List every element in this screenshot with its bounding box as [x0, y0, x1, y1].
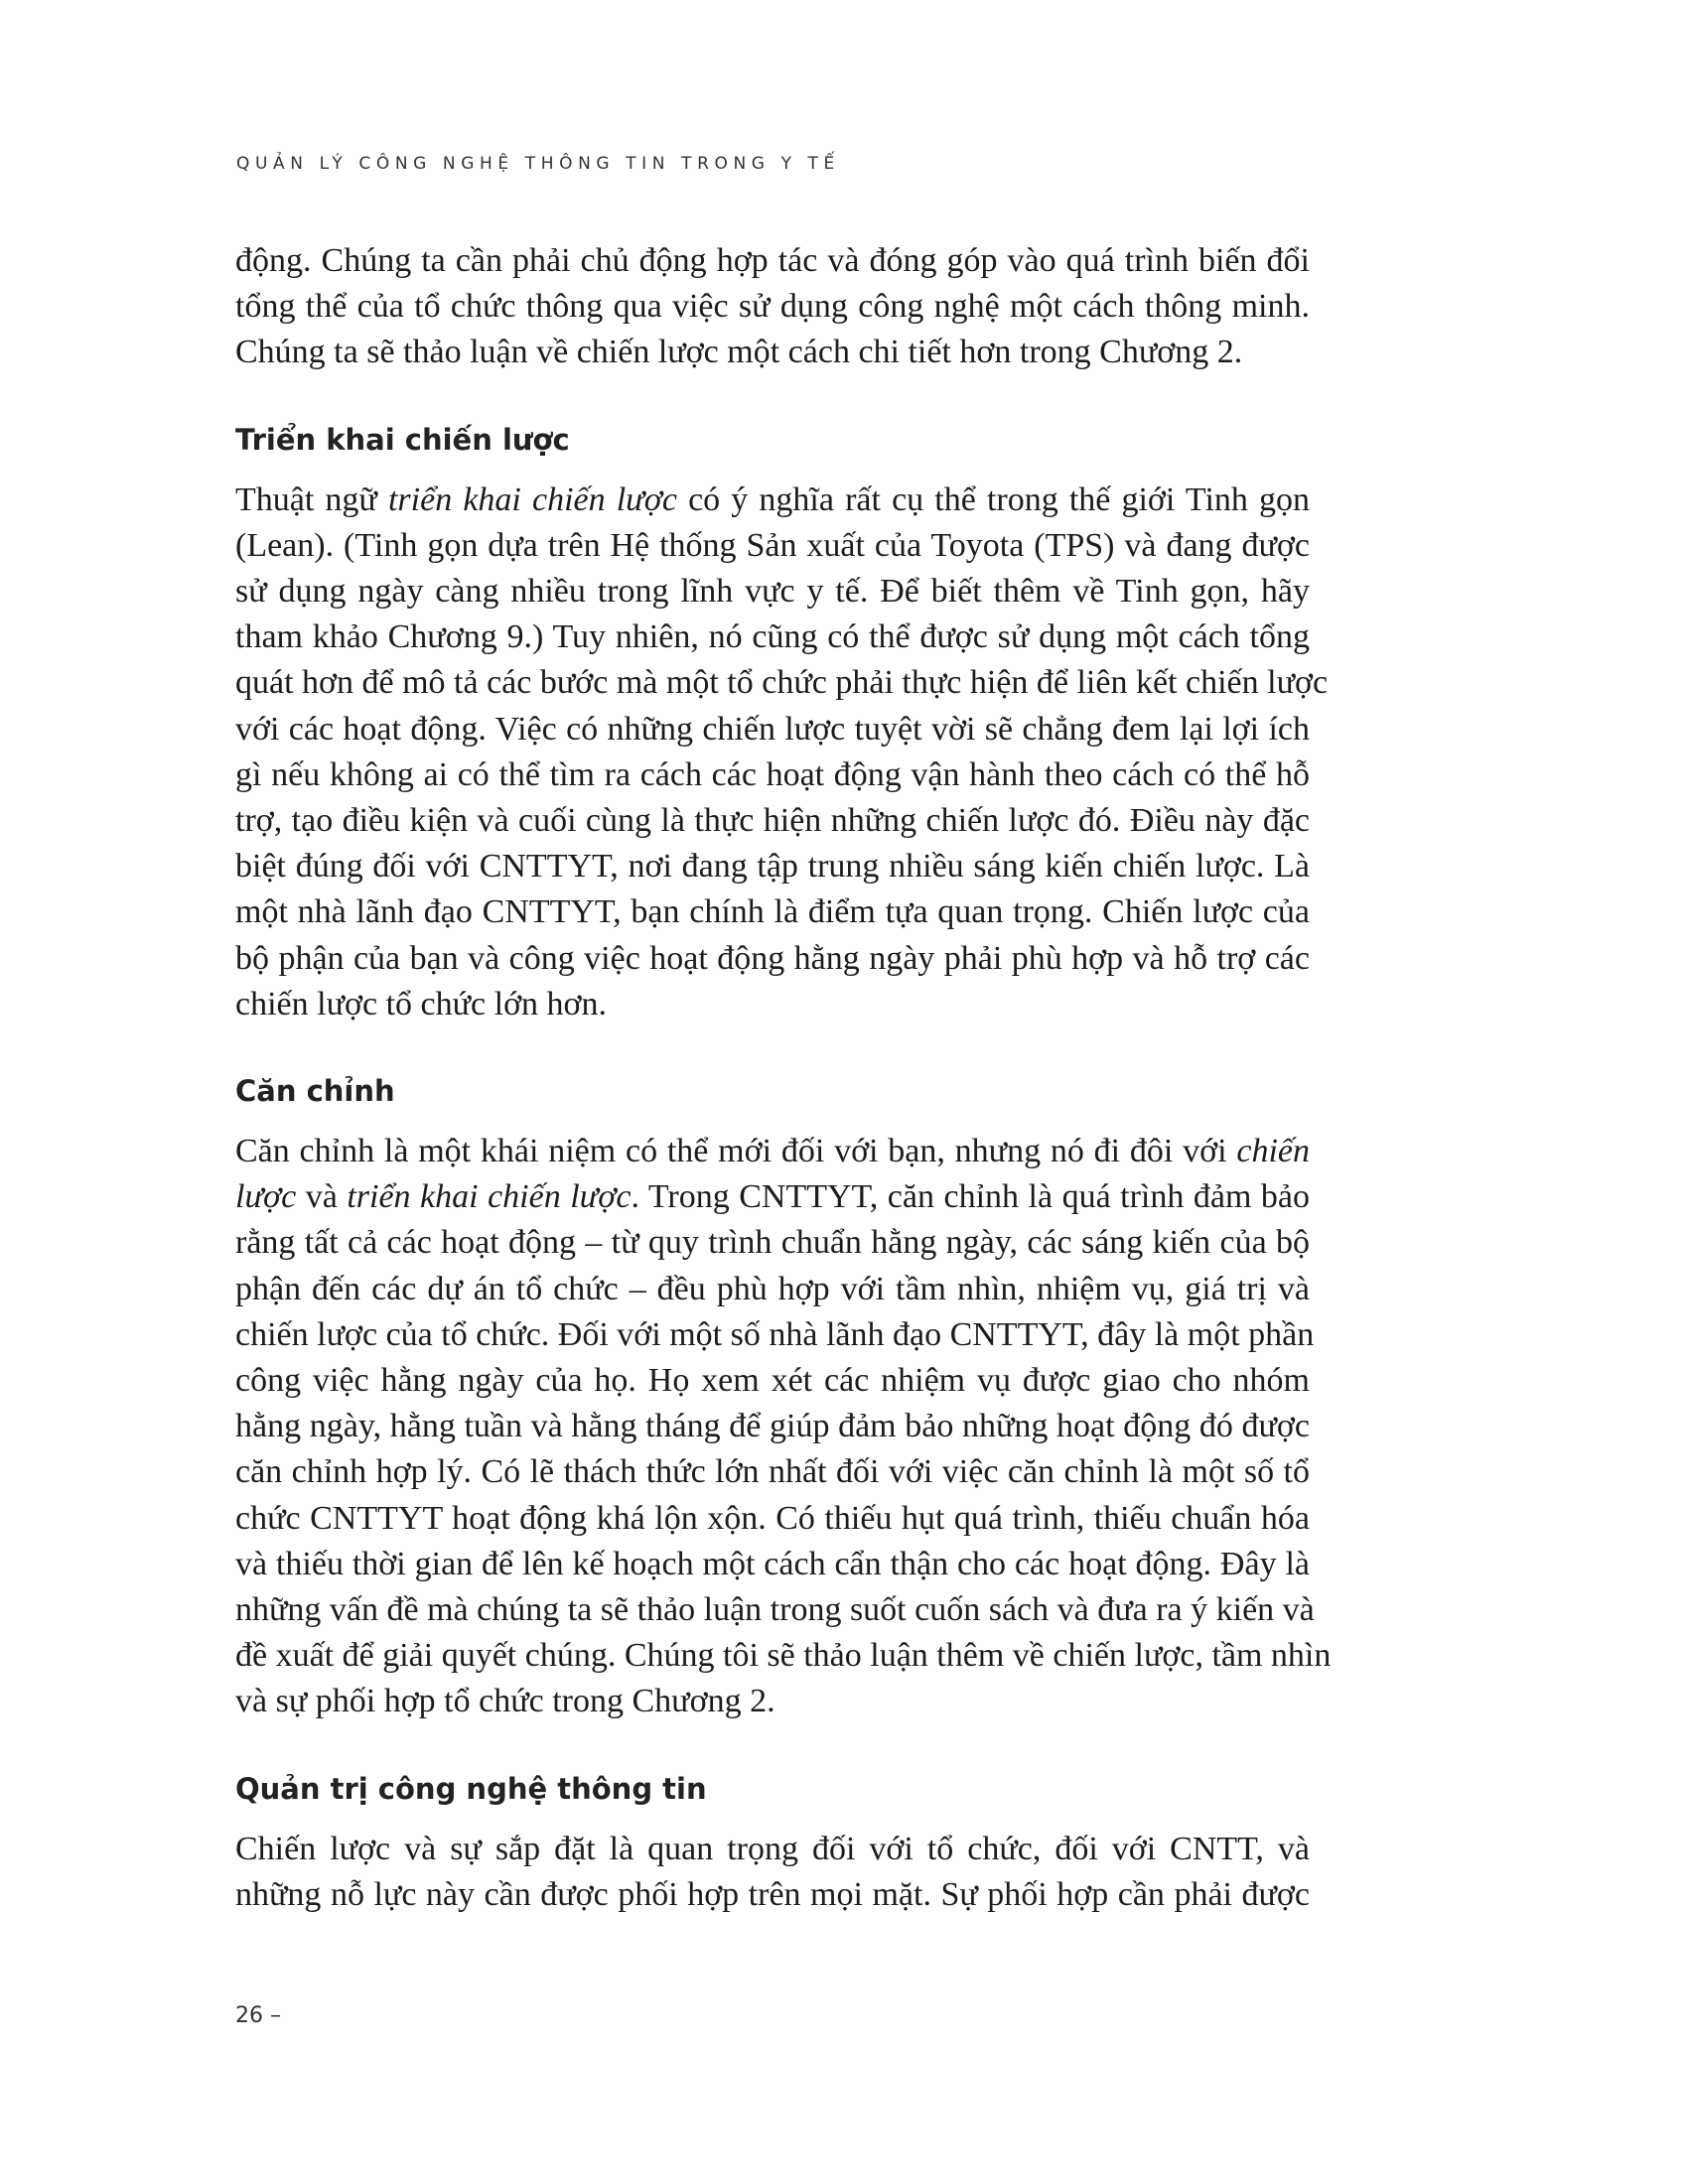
intro-paragraph	[235, 238, 1310, 376]
italic-term: triển khai chiến lược	[347, 1178, 632, 1216]
text-line: chiến lược của tổ chức. Đối với một số nhà lãnh đạo CNTTYT, đây là một phần	[235, 1315, 1315, 1353]
italic-term: triển khai chiến lược	[387, 480, 677, 518]
text-line	[235, 1129, 1310, 1174]
text-line: căn chỉnh hợp lý. Có lẽ thách thức lớn nhất đối với việc căn chỉnh là một số tổ	[235, 1453, 1310, 1491]
alignment-paragraph	[235, 1129, 1332, 1725]
page-body	[235, 238, 1332, 1918]
text-run: có ý nghĩa rất cụ thể trong thế giới Tinh gọn	[676, 480, 1311, 518]
text-run: và	[296, 1178, 348, 1216]
text-line: hằng ngày, hằng tuần và hằng tháng để giúp đảm bảo những hoạt động đó được	[235, 1408, 1310, 1445]
text-line: tham khảo Chương 9.) Tuy nhiên, nó cũng có thể được sử dụng một cách tổng	[235, 618, 1310, 656]
text-run: Căn chỉnh là một khái niệm có thể mới đối với bạn, nhưng nó đi đôi với	[235, 1133, 1237, 1170]
running-header: QUẢN LÝ CÔNG NGHỆ THÔNG TIN TRONG Y TẾ	[236, 154, 840, 174]
section-heading-alignment: Căn chỉnh	[235, 1074, 395, 1109]
deployment-paragraph	[235, 478, 1329, 1027]
text-line: biệt đúng đối với CNTTYT, nơi đang tập trung nhiều sáng kiến chiến lược. Là	[235, 848, 1310, 886]
text-line: những vấn đề mà chúng ta sẽ thảo luận trong suốt cuốn sách và đưa ra ý kiến và	[235, 1591, 1315, 1629]
section-heading-deployment: Triển khai chiến lược	[235, 422, 570, 457]
text-line: chiến lược tổ chức lớn hơn.	[235, 985, 608, 1023]
italic-term: lược	[235, 1178, 297, 1216]
text-line: (Lean). (Tinh gọn dựa trên Hệ thống Sản xuất của Toyota (TPS) và đang được	[235, 526, 1310, 564]
text-line: những nỗ lực này cần được phối hợp trên mọi mặt. Sự phối hợp cần phải được	[235, 1875, 1310, 1913]
text-run: . Trong CNTTYT, căn chỉnh là quá trình đảm bảo	[631, 1178, 1311, 1216]
text-line: với các hoạt động. Việc có những chiến lược tuyệt vời sẽ chẳng đem lại lợi ích	[235, 710, 1310, 748]
text-line: và sự phối hợp tổ chức trong Chương 2.	[235, 1683, 775, 1720]
text-line: Chúng ta sẽ thảo luận về chiến lược một cách chi tiết hơn trong Chương 2.	[235, 334, 1243, 371]
text-line: bộ phận của bạn và công việc hoạt động hằng ngày phải phù hợp và hỗ trợ các	[235, 939, 1310, 977]
text-line: động. Chúng ta cần phải chủ động hợp tác và đóng góp vào quá trình biến đổi	[235, 242, 1310, 279]
text-line: rằng tất cả các hoạt động – từ quy trình chuẩn hằng ngày, các sáng kiến của bộ	[235, 1224, 1310, 1262]
section-heading-it-governance: Quản trị công nghệ thông tin	[235, 1771, 707, 1806]
text-line: phận đến các dự án tổ chức – đều phù hợp với tầm nhìn, nhiệm vụ, giá trị và	[235, 1270, 1310, 1307]
text-line: và thiếu thời gian để lên kế hoạch một cách cẩn thận cho các hoạt động. Đây là	[235, 1545, 1310, 1582]
text-line	[235, 478, 1310, 523]
text-run: Thuật ngữ	[235, 480, 388, 518]
text-line: đề xuất để giải quyết chúng. Chúng tôi sẽ thảo luận thêm về chiến lược, tầm nhìn	[235, 1637, 1332, 1675]
text-line: công việc hằng ngày của họ. Họ xem xét các nhiệm vụ được giao cho nhóm	[235, 1362, 1310, 1400]
text-line: một nhà lãnh đạo CNTTYT, bạn chính là điểm tựa quan trọng. Chiến lược của	[235, 893, 1310, 931]
text-line: gì nếu không ai có thể tìm ra cách các hoạt động vận hành theo cách có thể hỗ	[235, 755, 1310, 793]
text-line: tổng thể của tổ chức thông qua việc sử dụng công nghệ một cách thông minh.	[235, 288, 1310, 326]
page-number: 26 –	[235, 2003, 281, 2028]
governance-paragraph	[235, 1827, 1310, 1918]
text-line: trợ, tạo điều kiện và cuối cùng là thực hiện những chiến lược đó. Điều này đặc	[235, 802, 1310, 840]
text-line	[235, 1174, 1310, 1220]
italic-term: chiến	[1236, 1133, 1310, 1170]
text-line: Chiến lược và sự sắp đặt là quan trọng đối với tổ chức, đối với CNTT, và	[235, 1830, 1310, 1867]
text-line: chức CNTTYT hoạt động khá lộn xộn. Có thiếu hụt quá trình, thiếu chuẩn hóa	[235, 1499, 1310, 1537]
text-line: quát hơn để mô tả các bước mà một tổ chức phải thực hiện để liên kết chiến lược	[235, 664, 1329, 702]
text-line: sử dụng ngày càng nhiều trong lĩnh vực y tế. Để biết thêm về Tinh gọn, hãy	[235, 573, 1310, 611]
